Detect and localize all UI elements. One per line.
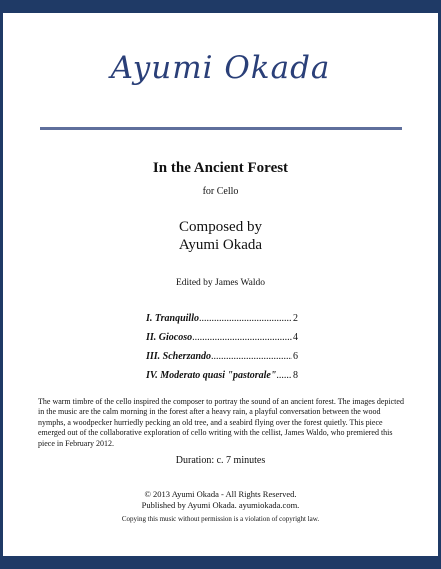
editor-credit: Edited by James Waldo bbox=[175, 278, 266, 288]
toc-movement-title: III. Scherzando bbox=[146, 351, 212, 362]
composed-by-label: Composed by bbox=[179, 219, 262, 235]
copy-warning: Copying this music without permission is a violation of copyright law. bbox=[121, 515, 320, 523]
composer-logo: Ayumi Okada bbox=[110, 50, 331, 86]
toc-page-number: 2 bbox=[293, 313, 298, 324]
copyright-notice: © 2013 Ayumi Okada - All Rights Reserved. bbox=[144, 489, 297, 499]
composer-name: Ayumi Okada bbox=[178, 237, 263, 253]
toc-leader bbox=[211, 351, 292, 362]
table-of-contents bbox=[146, 313, 298, 389]
toc-page-number: 4 bbox=[293, 332, 298, 343]
copyright-block bbox=[0, 489, 441, 511]
toc-movement-title: II. Giocoso bbox=[146, 332, 193, 343]
toc-leader bbox=[192, 332, 292, 343]
toc-entry bbox=[146, 332, 298, 351]
duration: Duration: c. 7 minutes bbox=[175, 455, 266, 466]
toc-movement-title: I. Tranquillo bbox=[146, 313, 199, 324]
top-bar bbox=[0, 0, 441, 13]
toc-entry bbox=[146, 351, 298, 370]
toc-page-number: 8 bbox=[293, 370, 298, 381]
composer-block bbox=[0, 218, 441, 254]
bottom-bar bbox=[0, 556, 441, 569]
toc-entry bbox=[146, 313, 298, 332]
program-note: The warm timbre of the cello inspired the composer to portray the sound of an ancient forest. The images depicted in the music are the calm morning in the forest after a heavy rain, a playful conversation between the wood nymphs, a woodpecker hurriedly pecking an old tree, and a seabird flying over the forest quietly. This piece emerged out of the collaborative exploration of cello writing with the cellist, James Waldo, who premiered this piece in February 2012. bbox=[38, 397, 404, 448]
header-rule bbox=[40, 127, 402, 130]
toc-leader bbox=[199, 313, 292, 324]
piece-title: In the Ancient Forest bbox=[152, 160, 289, 176]
toc-movement-title: IV. Moderato quasi "pastorale" bbox=[146, 370, 277, 381]
toc-page-number: 6 bbox=[293, 351, 298, 362]
publisher-line: Published by Ayumi Okada. ayumiokada.com. bbox=[141, 500, 300, 510]
instrumentation: for Cello bbox=[202, 186, 239, 197]
toc-entry bbox=[146, 370, 298, 389]
toc-leader bbox=[276, 370, 292, 381]
